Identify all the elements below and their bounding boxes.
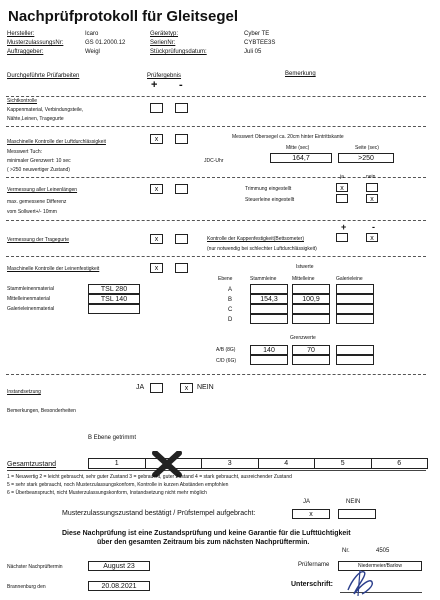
divider	[6, 126, 426, 127]
luft-jdc: JDC-Uhr	[204, 158, 224, 164]
gesamt-legend-1: 1 = Neuwertig 2 = leicht gebraucht, sehr guter Zustand 3 = gebraucht, guter Zustand 4 = stark gebraucht, ausreichender Zustand	[7, 474, 292, 480]
trage-title: Vermessung der Tragegurte	[7, 237, 69, 243]
luft-mitte-label: Mitte (sec)	[286, 145, 310, 151]
gesamt-cell-6[interactable]: 6	[397, 460, 402, 467]
verm-ja: ja	[340, 174, 344, 180]
ab-stamm[interactable]: 140	[250, 345, 288, 355]
sicht-line2: Nähte,Leinen, Tragegurte	[7, 116, 64, 122]
ebene-b: B	[228, 297, 233, 303]
mittel-value[interactable]: TSL 140	[88, 294, 140, 304]
best-nein-box[interactable]	[338, 509, 376, 519]
verm-minus-box[interactable]	[175, 184, 188, 194]
divider	[6, 374, 426, 375]
col-mittel-header: Mittelleine	[292, 276, 315, 282]
nr-label: Nr.	[342, 548, 350, 554]
trage-plus-box[interactable]: x	[150, 234, 163, 244]
col-bemerkung: Bemerkung	[285, 71, 316, 77]
ebene-c: C	[228, 307, 233, 313]
grenzwerte-label: Grenzwerte	[290, 335, 316, 341]
luft-minus-box[interactable]	[175, 134, 188, 144]
page-title: Nachprüfprotokoll für Gleitsegel	[8, 8, 239, 25]
ab-galerie[interactable]	[336, 345, 374, 355]
kappen-plus-box[interactable]	[336, 233, 348, 242]
gesamt-cell-3[interactable]: 3	[202, 459, 259, 468]
gesamt-legend-2: 5 = sehr stark gebraucht, noch Musterzulassungskonform, Kontrolle in kurzen Abständen empfohlen	[7, 482, 229, 488]
cd-galerie[interactable]	[336, 355, 374, 365]
luft-grenzwert: minimaler Grenzwert: 10 sec	[7, 158, 71, 164]
auftraggeber-value: Weigl	[85, 49, 100, 55]
gesamt-scale	[88, 458, 428, 469]
instand-nein-box[interactable]: x	[180, 383, 193, 393]
verm-nein: nein	[366, 174, 376, 180]
datum-value[interactable]: 20.08.2021	[88, 581, 150, 591]
galerie-label: Galerieleinenmaterial	[7, 306, 55, 312]
luft-plus-box[interactable]: x	[150, 134, 163, 144]
trimm-nein-box[interactable]	[366, 183, 378, 192]
cd-mittel[interactable]	[292, 355, 330, 365]
kappen-minus-box[interactable]: x	[366, 233, 378, 242]
gesamt-cell-4[interactable]: 4	[259, 459, 316, 468]
hersteller-label: Hersteller:	[7, 31, 35, 37]
divider	[6, 256, 426, 257]
steuer-nein-box[interactable]: x	[366, 194, 378, 203]
hersteller-value: Icaro	[85, 31, 99, 37]
musterzul-label: MusterzulassungsNr:	[7, 40, 64, 46]
pruefername-value[interactable]: Niedermeier/Barlow	[338, 561, 422, 571]
luft-zustand: ( >250 neuwertiger Zustand)	[7, 167, 70, 173]
luft-seite-value[interactable]: >250	[338, 153, 394, 163]
geraetetyp-value: Cyber TE	[244, 31, 270, 37]
col-galerie-header: Galerieleine	[336, 276, 363, 282]
luft-title: Maschinelle Kontrolle der Luftdurchlässigkeit	[7, 139, 106, 145]
gesamt-underline	[7, 470, 426, 471]
ebene-label: Ebene	[218, 276, 233, 282]
steuer-ja-box[interactable]	[336, 194, 348, 203]
sicht-minus-box[interactable]	[175, 103, 188, 113]
seriennr-value: CYBTEE3S	[244, 40, 276, 46]
ab-mittel[interactable]: 70	[292, 345, 330, 355]
stueckpruef-value: Juli 05	[244, 49, 262, 55]
ab-label: A/B (8G)	[216, 347, 236, 353]
trimm-ja-box[interactable]: x	[336, 183, 348, 192]
nr-value: 4505	[376, 548, 390, 554]
leinfest-title: Maschinelle Kontrolle der Leinenfestigkeit	[7, 266, 100, 272]
luft-messwert-tuch: Messwert Tuch:	[7, 149, 43, 155]
verm-title: Vermessung aller Leinenlängen	[7, 187, 78, 193]
b-ebene-note: B Ebene getrimmt	[88, 435, 137, 441]
disclaimer-1: Diese Nachprüfung ist eine Zustandsprüfung und keine Garantie für die Lufttüchtigkeit	[62, 530, 351, 537]
divider	[6, 96, 426, 97]
pruefername-label: Prüfername	[298, 562, 330, 568]
verm-max-diff: max. gemessene Differenz	[7, 199, 67, 205]
gesamt-legend-3: 6 = Überbeansprucht, nicht Musterzulassungskonform, Instandsetzung nicht mehr möglich	[7, 490, 207, 496]
verm-sollwert: vom Sollwert+/- 10mm	[7, 209, 57, 215]
verm-trimmung: Trimmung eingestellt	[245, 186, 292, 192]
leinfest-plus-box[interactable]: x	[150, 263, 163, 273]
instand-nein: NEIN	[197, 384, 214, 391]
kappen-kontrolle: Kontrolle der Kappenfestigkeit(Bettsometer)	[207, 236, 304, 242]
trage-minus-box[interactable]	[175, 234, 188, 244]
stueckpruef-label: Stückprüfungsdatum:	[150, 49, 207, 55]
verm-steuerleine: Steuerleine eingestellt	[245, 197, 295, 203]
a-mittel[interactable]	[292, 284, 330, 294]
gesamt-title: Gesamtzustand	[7, 461, 57, 468]
kappen-hinweis: (nur notwendig bei schlechter Luftdurchlässigkeit)	[207, 246, 317, 252]
sicht-title: Sichtkontrolle	[7, 98, 38, 104]
a-stamm[interactable]	[250, 284, 288, 294]
cd-label: C/D (6G)	[216, 358, 236, 364]
d-galerie[interactable]	[336, 314, 374, 324]
c-stamm[interactable]	[250, 304, 288, 314]
col-minus: -	[179, 79, 183, 91]
col-pruefergebnis: Prüfergebnis	[147, 73, 182, 79]
istwerte-label: Istwerte	[296, 264, 314, 270]
sicht-line1: Kappenmaterial, Verbindungsteile,	[7, 107, 84, 113]
musterzul-value: GS 01.2000.12	[85, 40, 126, 46]
kappen-plus: +	[341, 222, 347, 232]
sicht-plus-box[interactable]	[150, 103, 163, 113]
best-ja-label: JA	[303, 499, 311, 505]
instand-ja-box[interactable]	[150, 383, 163, 393]
b-mittel[interactable]: 100,9	[292, 294, 330, 304]
ebene-d: D	[228, 317, 233, 323]
verm-plus-box[interactable]: x	[150, 184, 163, 194]
divider	[6, 220, 426, 221]
col-plus: +	[151, 79, 158, 91]
best-ja-box[interactable]: x	[292, 509, 330, 519]
d-mittel[interactable]	[292, 314, 330, 324]
luft-mitte-value[interactable]: 164,7	[270, 153, 332, 163]
naechster-value[interactable]: August 23	[88, 561, 150, 571]
best-nein-label: NEIN	[346, 499, 361, 505]
divider	[6, 177, 426, 178]
b-stamm[interactable]: 154,3	[250, 294, 288, 304]
gesamt-cell-5[interactable]: 5	[315, 459, 372, 468]
col-durchgefuehrt: Durchgeführte Prüfarbeiten	[7, 73, 80, 79]
bemerkungen-label: Bemerkungen, Besonderheiten	[7, 408, 76, 414]
naechster-label: Nächster Nachprüftermin	[7, 564, 63, 570]
col-stamm-header: Stammleine	[250, 276, 277, 282]
cd-stamm[interactable]	[250, 355, 288, 365]
c-galerie[interactable]	[336, 304, 374, 314]
ort-label: Brannenburg den	[7, 584, 46, 590]
geraetetyp-label: Gerätetyp:	[150, 31, 179, 37]
ebene-a: A	[228, 287, 233, 293]
instand-ja: JA	[136, 384, 145, 391]
a-galerie[interactable]	[336, 284, 374, 294]
instand-title: Instandsetzung	[7, 389, 41, 395]
luft-messwert-obersegel: Messwert Obersegel ca. 20cm hinter Eintrittskante	[232, 134, 344, 140]
auftraggeber-label: Auftraggeber:	[7, 49, 44, 55]
signature	[342, 566, 382, 598]
c-mittel[interactable]	[292, 304, 330, 314]
leinfest-minus-box[interactable]	[175, 263, 188, 273]
kappen-minus: -	[372, 222, 375, 232]
d-stamm[interactable]	[250, 314, 288, 324]
luft-seite-label: Seite (sec)	[355, 145, 379, 151]
gesamt-cell-1[interactable]: 1	[89, 459, 146, 468]
seriennr-label: SerienNr:	[150, 40, 176, 46]
best-label: Musterzulassungszustand bestätigt / Prüfstempel aufgebracht:	[62, 510, 256, 517]
stamm-value[interactable]: TSL 280	[88, 284, 140, 294]
disclaimer-2: über den gesamten Zeitraum bis zum nächsten Nachprüftermin.	[97, 539, 310, 546]
stamm-label: Stammleinenmaterial	[7, 286, 54, 292]
unterschrift-label: Unterschrift:	[291, 581, 334, 588]
galerie-value[interactable]	[88, 304, 140, 314]
mittel-label: Mittelleinenmaterial	[7, 296, 51, 302]
b-galerie[interactable]	[336, 294, 374, 304]
